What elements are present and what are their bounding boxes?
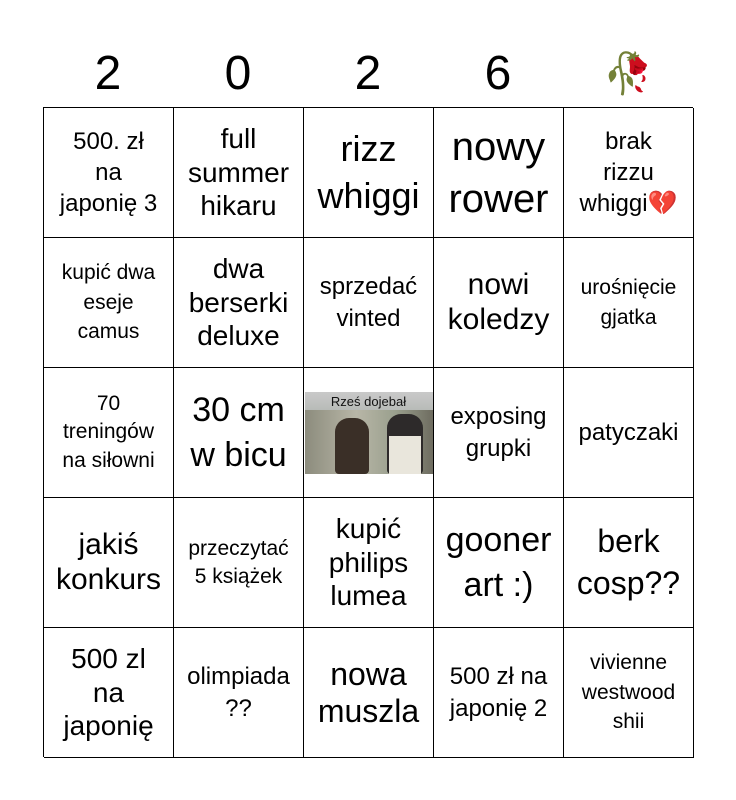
cell-text: sprzedać vinted [319,273,418,332]
header-digit-3: 2 [354,47,382,100]
meme-image [305,392,433,474]
header-digit-4: 6 [484,47,512,100]
bingo-cell[interactable] [434,368,564,498]
bingo-cell[interactable] [304,628,434,758]
bingo-cell[interactable] [174,498,304,628]
cell-text: przeczytać 5 książek [188,537,289,588]
bingo-cell[interactable] [304,498,434,628]
cell-text: jakiś konkurs [55,528,162,596]
bingo-grid [43,107,693,757]
bingo-cell[interactable] [44,498,174,628]
bingo-cell[interactable] [44,628,174,758]
cell-text: 30 cm w bicu [190,391,287,474]
bingo-cell[interactable] [44,238,174,368]
cell-text: brak rizzu whiggi💔 [579,127,678,218]
cell-text: 500. zł na japonię 3 [59,127,158,218]
bingo-cell-free[interactable] [304,368,434,498]
header-digit-2: 0 [224,47,252,100]
cell-text: 500 zł na japonię 2 [449,663,548,722]
bingo-cell[interactable] [304,108,434,238]
cell-text: full summer hikaru [187,123,290,222]
cell-text: 70 treningów na siłowni [62,391,155,472]
bingo-cell[interactable] [304,238,434,368]
bingo-cell[interactable] [564,368,694,498]
cell-text: gooner art :) [445,521,552,604]
wilted-rose-icon: 🥀 [603,52,653,96]
bingo-cell[interactable] [174,368,304,498]
cell-text: rizz whiggi [317,127,420,216]
cell-text: nowy rower [448,124,549,221]
cell-text: nowi koledzy [447,268,550,336]
bingo-cell[interactable] [564,498,694,628]
bingo-cell[interactable] [434,628,564,758]
bingo-cell[interactable] [174,628,304,758]
cell-text: kupić philips lumea [328,513,409,612]
bingo-cell[interactable] [44,108,174,238]
header-digit-1: 2 [94,47,122,100]
bingo-cell[interactable] [174,238,304,368]
cell-text: vivienne westwood shii [581,651,676,734]
cell-text: kupić dwa eseje camus [61,261,156,344]
bingo-cell[interactable] [44,368,174,498]
cell-text: exposing grupki [450,403,547,462]
bingo-cell[interactable] [564,238,694,368]
cell-text: olimpiada ?? [187,663,290,722]
cell-text: berk cosp?? [576,522,681,601]
bingo-header [43,40,693,108]
cell-text: 500 zl na japonię [63,643,154,742]
bingo-cell[interactable] [564,628,694,758]
cell-text: dwa berserki deluxe [188,253,289,352]
bingo-cell[interactable] [174,108,304,238]
bingo-cell[interactable] [434,238,564,368]
cell-text: patyczaki [578,418,679,446]
bingo-cell[interactable] [434,108,564,238]
cell-text: nowa muszla [317,655,420,729]
cell-text: urośnięcie gjatka [580,276,677,329]
bingo-cell[interactable] [434,498,564,628]
bingo-cell[interactable] [564,108,694,238]
meme-caption: Rześ dojebał [330,393,407,409]
